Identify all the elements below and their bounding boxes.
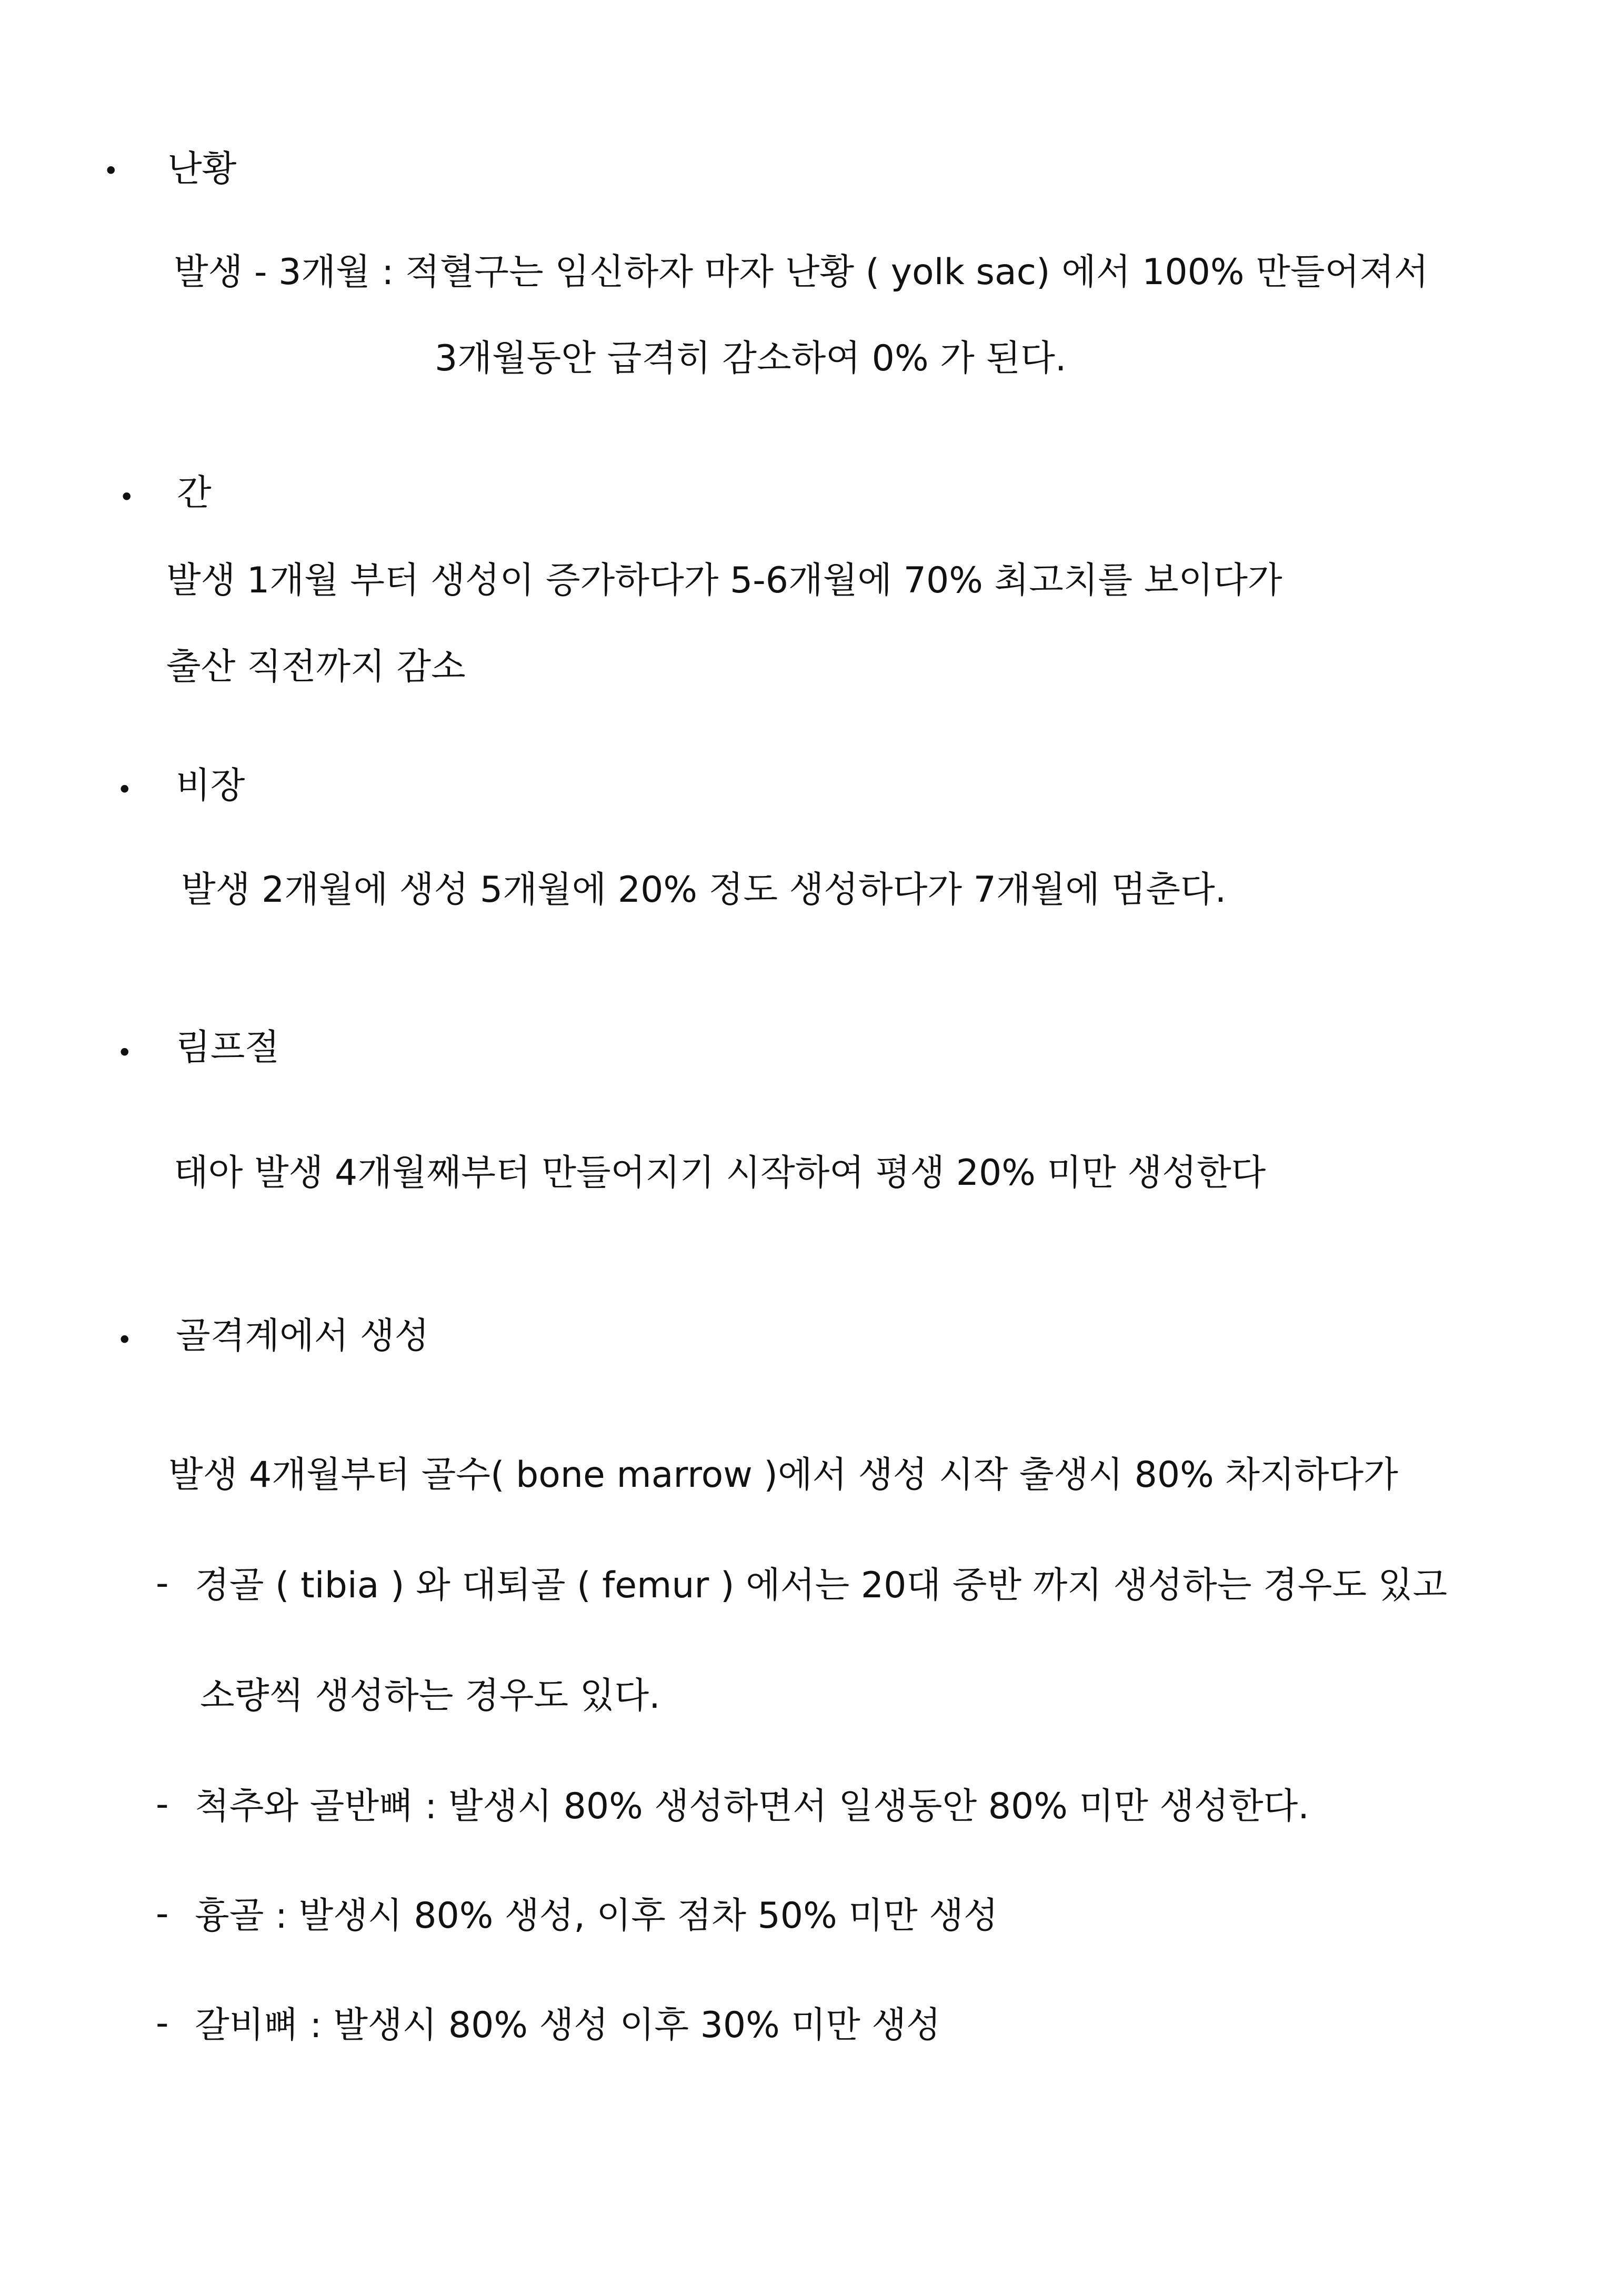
section-text: 발생 2개월에 생성 5개월에 20% 정도 생성하다가 7개월에 멈춘다. (181, 869, 1227, 911)
sub-item-text: 경골 ( tibia ) 와 대퇴골 ( femur ) 에서는 20대 중반 까지 생성하는 경우도 있고 (195, 1565, 1448, 1606)
bullet-icon: • (117, 1325, 133, 1355)
section-text: 발생 4개월부터 골수( bone marrow )에서 생성 시작 출생시 80% 차지하다가 (168, 1454, 1398, 1496)
section-heading-skeletal: 골격계에서 생성 (176, 1315, 429, 1357)
section-text: 발생 - 3개월 : 적혈구는 임신하자 마자 난황 ( yolk sac) 에서 100% 만들어져서 (174, 251, 1429, 293)
sub-item-text: 갈비뼈 : 발생시 80% 생성 이후 30% 미만 생성 (195, 2005, 941, 2046)
bullet-icon: • (117, 1038, 133, 1068)
section-text: 출산 직전까지 감소 (166, 646, 466, 688)
section-heading-yolk-sac: 난황 (167, 148, 237, 190)
bullet-icon: • (117, 774, 133, 805)
bullet-icon: • (103, 156, 119, 186)
section-heading-lymph-node: 림프절 (176, 1027, 280, 1069)
dash-marker: - (156, 1893, 169, 1935)
section-text: 태아 발생 4개월째부터 만들어지기 시작하여 평생 20% 미만 생성한다 (174, 1152, 1266, 1194)
sub-item-text: 척추와 골반뼈 : 발생시 80% 생성하면서 일생동안 80% 미만 생성한다. (195, 1786, 1309, 1827)
dash-marker: - (156, 1784, 169, 1825)
dash-marker: - (156, 2002, 169, 2044)
sub-item-text: 흉골 : 발생시 80% 생성, 이후 점차 50% 미만 생성 (195, 1895, 998, 1937)
section-text: 발생 1개월 부터 생성이 증가하다가 5-6개월에 70% 최고치를 보이다가 (166, 560, 1282, 601)
section-heading-liver: 간 (177, 472, 212, 514)
section-heading-spleen: 비장 (176, 765, 245, 807)
section-text: 3개월동안 급격히 감소하여 0% 가 된다. (435, 338, 1067, 379)
dash-marker: - (156, 1563, 169, 1604)
sub-item-text: 소량씩 생성하는 경우도 있다. (200, 1675, 660, 1717)
bullet-icon: • (119, 482, 135, 512)
